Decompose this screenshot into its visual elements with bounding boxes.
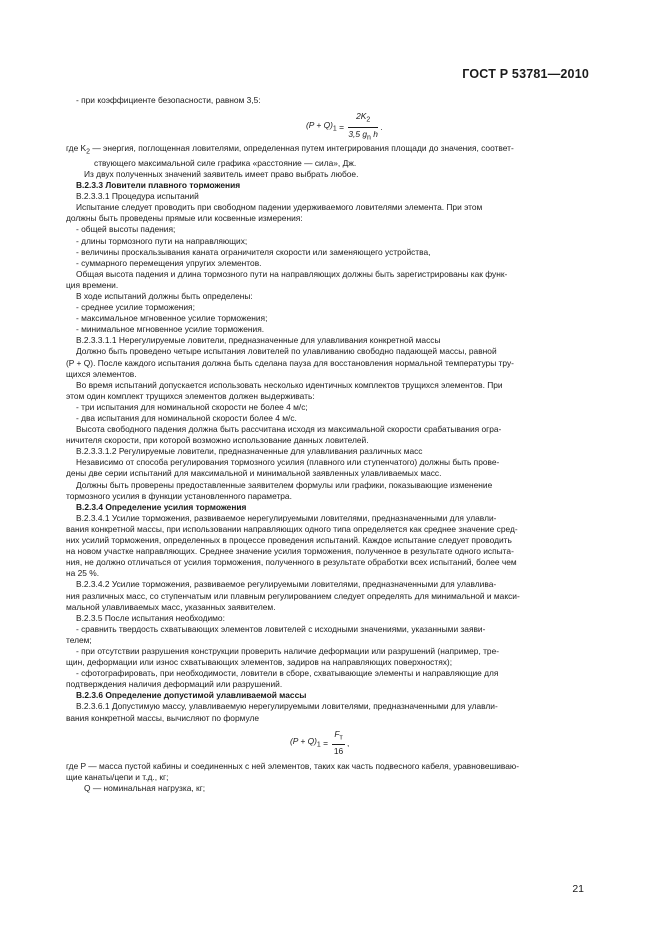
text-line: на 25 %.	[66, 568, 100, 579]
standard-header: ГОСТ Р 53781—2010	[462, 67, 589, 81]
list-item: - длины тормозного пути на направляющих;	[76, 235, 248, 246]
text-line: В.2.3.6.1 Допустимую массу, улавливаемую нерегулируемыми ловителями, предназначенными для улавли-	[76, 701, 498, 712]
formula-numerator-sub: т	[339, 734, 343, 742]
text-line: ция времени.	[66, 279, 119, 290]
page-number: 21	[572, 883, 584, 895]
formula-lhs-sub: 1	[316, 741, 321, 749]
text-line: Во время испытаний допускается использовать несколько идентичных комплектов трущихся элементов. При	[76, 379, 503, 390]
formula-numerator-sub: 2	[366, 116, 371, 124]
text-line: ничителя скорости, при которой возможно использование данных ловителей.	[66, 435, 369, 446]
text-line: должны быть проведены прямые или косвенные измерения:	[66, 213, 303, 224]
subsection-heading: В.2.3.3.1.1 Нерегулируемые ловители, предназначенные для улавливания конкретной массы	[76, 335, 441, 346]
list-item: - общей высоты падения;	[76, 224, 176, 235]
section-heading: В.2.3.3 Ловители плавного торможения	[76, 180, 241, 191]
text-line: Общая высота падения и длина тормозного пути на направляющих должны быть зарегистрированы как функ-	[76, 268, 508, 279]
text-line: В.2.3.4.1 Усилие торможения, развиваемое нерегулируемыми ловителями, предназначенными для улавли-	[76, 512, 497, 523]
subsection-heading: В.2.3.3.1 Процедура испытаний	[76, 191, 199, 202]
section-heading: В.2.3.6 Определение допустимой улавливаемой массы	[76, 690, 307, 701]
text-line: В.2.3.5 После испытания необходимо:	[76, 612, 225, 623]
text-line: щие канаты/цепи и т.д., кг;	[66, 771, 169, 782]
formula-denominator: 16	[333, 746, 344, 757]
list-item: - сравнить твердость схватывающих элементов ловителей с исходными значениями, указанными заяви-	[76, 623, 486, 634]
text-line: ния различных масс, со ступенчатым или плавным регулированием следует определять для минимальной и макси-	[66, 590, 520, 601]
document-body	[66, 95, 584, 794]
formula-end: ,	[347, 737, 350, 748]
text-line: щин, деформации или износ схватывающих элементов, задиров на направляющих поверхностях);	[66, 657, 453, 668]
text-line: вания конкретной массы, при использовании направляющих одного типа определяется как среднее значение сред-	[66, 523, 518, 534]
where-k2: где $K_2$ — энергия, поглощенная ловителями, определенная путем интегрирования площади до значения, соответ-	[66, 143, 514, 156]
list-item: - минимальное мгновенное усилие торможения.	[76, 324, 265, 335]
list-item: - величины проскальзывания каната ограничителя скорости или заменяющего устройства,	[76, 246, 431, 257]
where-q: Q — номинальная нагрузка, кг;	[84, 782, 206, 793]
text-line: щихся элементов.	[66, 368, 137, 379]
formula-equals: =	[323, 737, 329, 748]
formula-denominator-tail: h	[370, 128, 378, 139]
list-item: - среднее усилие торможения;	[76, 302, 195, 313]
list-item: - два испытания для номинальной скорости более 4 м/с.	[76, 413, 297, 424]
text-line: В.2.3.4.2 Усилие торможения, развиваемое регулируемыми ловителями, предназначенными для улавлива-	[76, 579, 497, 590]
text-line: на новом участке направляющих. Среднее значение усилия торможения, полученное в результате одного испыта-	[66, 546, 514, 557]
list-item: - при отсутствии разрушения конструкции проверить наличие деформации или разрушений (например, тре-	[76, 645, 500, 656]
text-line: мальной улавливаемых масс, указанных заявителем.	[66, 601, 276, 612]
where-p: где P — масса пустой кабины и соединенных с ней элементов, таких как часть подвесного кабеля, уравновешиваю-	[66, 760, 520, 771]
formula-denominator-sub: n	[367, 134, 371, 142]
formula-numerator: F	[334, 728, 340, 739]
formula-allowed-mass	[76, 729, 584, 755]
text-line: Испытание следует проводить при свободном падении удерживаемого ловителями элемента. При этом	[76, 202, 483, 213]
formula-end: .	[380, 121, 383, 132]
text-line: тормозного усилия в функции установленного параметра.	[66, 490, 292, 501]
text-line: вания конкретной массы, вычисляют по формуле	[66, 712, 260, 723]
text-line: ния, не должно отличаться от усилия торможения, полученного в результате обработки всех испытаний, более чем	[66, 557, 517, 568]
text-line: этом один комплект трущихся элементов должен выдерживать:	[66, 390, 315, 401]
text-line: подтверждения наличия деформаций или разрушений.	[66, 679, 283, 690]
formula-lhs: (P + Q)	[306, 119, 333, 130]
text-line: Высота свободного падения должна быть рассчитана исходя из максимальной скорости срабатывания огра-	[76, 424, 502, 435]
list-item: - максимальное мгновенное усилие торможения;	[76, 313, 268, 324]
list-item: - три испытания для номинальной скорости не более 4 м/с;	[76, 401, 308, 412]
subsection-heading: В.2.3.3.1.2 Регулируемые ловители, предназначенные для улавливания различных масс	[76, 446, 423, 457]
text-line: дены две серии испытаний для максимальной и минимальной заявленных улавливаемых масс.	[66, 468, 442, 479]
text-line: них усилий торможения, определенных в процессе проведения испытаний. Каждое испытание следует проводить	[66, 535, 512, 546]
text-line: Должно быть проведено четыре испытания ловителей по улавливанию свободно падающей массы, равной	[76, 346, 497, 357]
formula-safety-factor	[76, 111, 584, 142]
text-line: ствующего максимальной силе графика «расстояние — сила», Дж.	[94, 157, 357, 168]
list-item: - сфотографировать, при необходимости, ловители в сборе, схватывающие элементы и направляющие для	[76, 668, 499, 679]
formula-denominator: 3,5 g	[348, 128, 368, 139]
formula-numerator: 2K	[356, 111, 367, 122]
list-item: - суммарного перемещения упругих элементов.	[76, 257, 262, 268]
text-line: В ходе испытаний должны быть определены:	[76, 290, 253, 301]
text-line: - при коэффициенте безопасности, равном 3,5:	[76, 95, 261, 105]
text-line: Из двух полученных значений заявитель имеет право выбрать любое.	[84, 168, 359, 179]
section-heading: В.2.3.4 Определение усилия торможения	[76, 501, 247, 512]
formula-equals: =	[339, 121, 345, 132]
text-line: телем;	[66, 634, 92, 645]
text-line: (P + Q). После каждого испытания должна быть сделана пауза для восстановления нормальной температуры тру-	[66, 357, 514, 368]
text-line: Должны быть проверены предоставленные заявителем формулы или графики, показывающие изменение	[76, 479, 493, 490]
formula-lhs-sub: 1	[332, 125, 337, 133]
formula-lhs: (P + Q)	[290, 735, 317, 746]
text-line: Независимо от способа регулирования тормозного усилия (плавного или ступенчатого) должны быть прове-	[76, 457, 500, 468]
